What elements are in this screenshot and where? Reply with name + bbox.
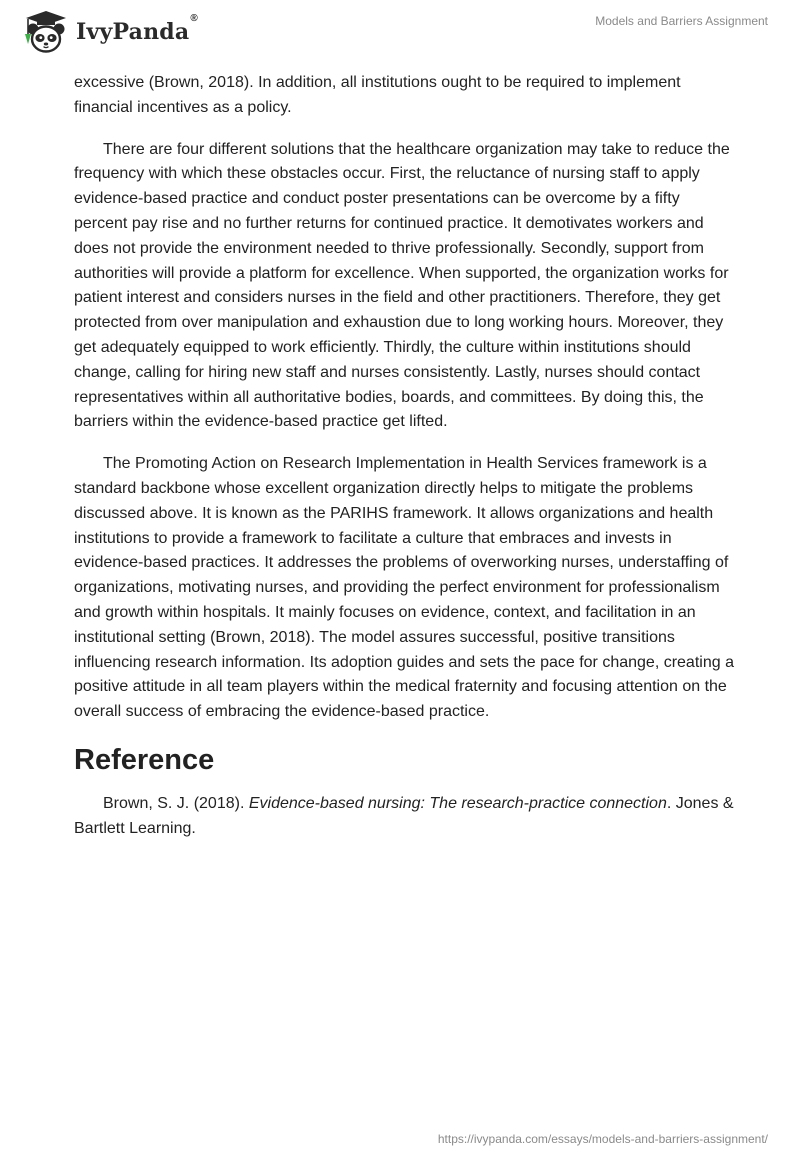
page-header — [0, 0, 800, 66]
reference-entry — [74, 792, 734, 842]
reference-heading: Reference — [74, 743, 215, 776]
ivypanda-logo[interactable] — [14, 8, 198, 56]
logo-text: IvyPanda® — [76, 13, 198, 45]
panda-graduate-icon — [14, 8, 74, 56]
document-title: Models and Barriers Assignment — [595, 14, 768, 28]
reference-publisher: . Jones & Bartlett Learning. — [74, 794, 734, 837]
paragraph-continued: excessive (Brown, 2018). In addition, all institutions ought to be required to implement financial incentives as a policy. — [74, 74, 681, 116]
essay-body — [74, 71, 734, 842]
source-url[interactable]: https://ivypanda.com/essays/models-and-barriers-assignment/ — [437, 1132, 768, 1146]
reference-title: Evidence-based nursing: The research-practice connection — [248, 794, 667, 812]
paragraph-parihs: The Promoting Action on Research Implementation in Health Services framework is a standard backbone whose excellent organization directly helps to mitigate the problems discussed above. It is known as the PARIHS framework. It allows organizations and health institutions to provide a framework to facilitate a culture that embraces and invests in evidence-based practices. It addresses the problems of overworking nurses, understaffing of organizations, motivating nurses, and providing the perfect environment for professionalism and growth within hospitals. It mainly focuses on evidence, context, and facilitation in an institutional setting (Brown, 2018). The model assures successful, positive transitions influencing research information. Its adoption guides and sets the pace for change, creating a positive attitude in all team players within the medical fraternity and focusing attention on the overall success of embracing the evidence-based practice. — [74, 455, 734, 721]
paragraph-solutions: There are four different solutions that the healthcare organization may take to reduce the frequency with which these obstacles occur. First, the reluctance of nursing staff to apply evidence-based practice and conduct poster presentations can be overcome by a fifty percent pay rise and no further returns for continued practice. It demotivates workers and does not provide the environment needed to thrive professionally. Secondly, support from authorities will provide a platform for excellence. When supported, the organization works for patient interest and considers nurses in the field and other practitioners. Therefore, they get protected from over manipulation and exhaustion due to long working hours. Moreover, they get adequately equipped to work efficiently. Thirdly, the culture within institutions should change, calling for hiring new staff and nurses consistently. Lastly, nurses should contact representatives within all authoritative bodies, boards, and committees. By doing this, the barriers within the evidence-based practice get lifted. — [74, 140, 730, 431]
registered-mark: ® — [190, 13, 198, 24]
reference-author: Brown, S. J. (2018). — [103, 794, 249, 812]
